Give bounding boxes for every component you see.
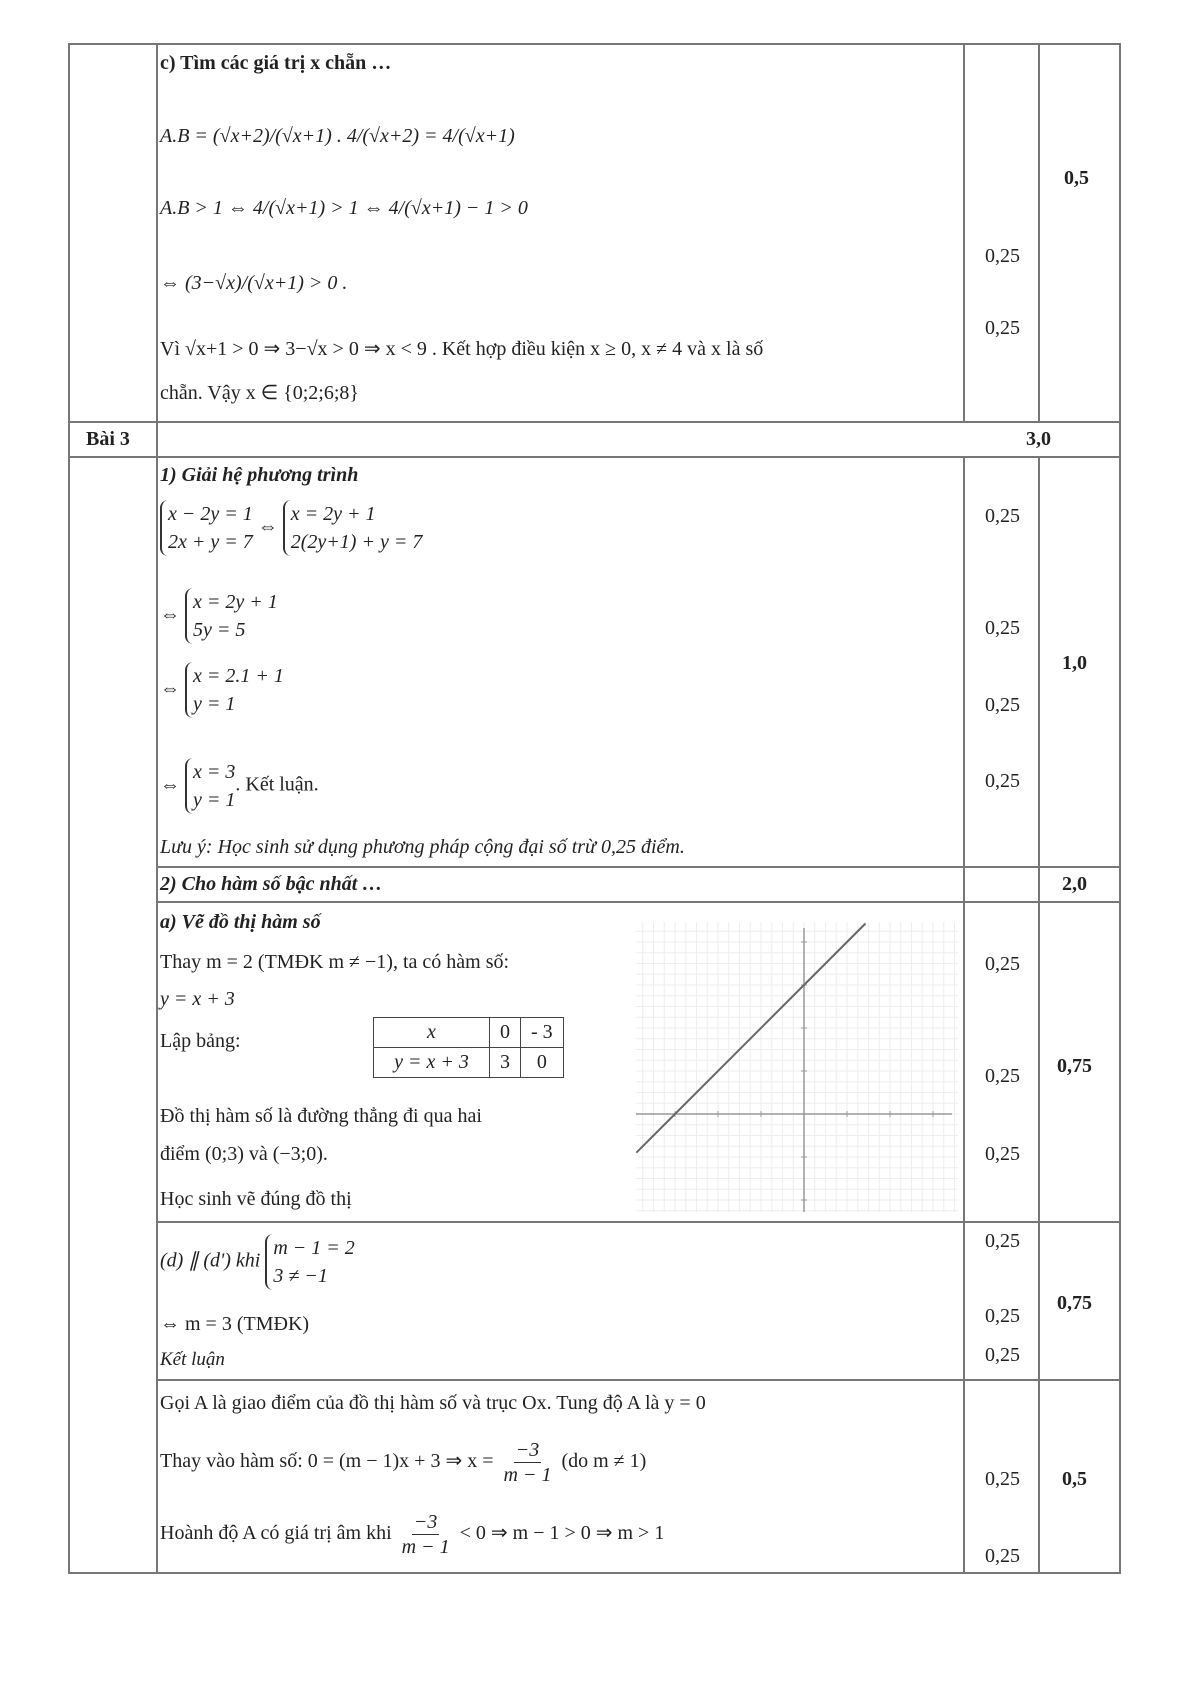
total-score: 2,0	[1062, 873, 1087, 895]
eq: y = 1	[193, 693, 236, 715]
text: Hoành độ A có giá trị âm khi	[160, 1522, 392, 1545]
text: (d) ∥ (d') khi	[160, 1249, 261, 1272]
table-border	[156, 1221, 1121, 1223]
part2a-line4: điểm (0;3) và (−3;0).	[160, 1143, 328, 1165]
score: 0,25	[985, 617, 1020, 639]
part-c-line1: A.B = (√x+2)/(√x+1) . 4/(√x+2) = 4/(√x+1)	[160, 125, 515, 147]
eq: x = 2y + 1	[193, 591, 278, 613]
score: 0,25	[985, 1545, 1020, 1567]
table-cell: y = x + 3	[374, 1048, 490, 1078]
total-score: 0,75	[1057, 1292, 1092, 1314]
table-border	[156, 866, 1121, 868]
table-border	[156, 43, 158, 1574]
table-border	[156, 901, 1121, 903]
part-c-line4: Vì √x+1 > 0 ⇒ 3−√x > 0 ⇒ x < 9 . Kết hợp điều kiện x ≥ 0, x ≠ 4 và x là số	[160, 338, 764, 360]
part2a-line3: Đồ thị hàm số là đường thẳng đi qua hai	[160, 1105, 482, 1127]
table-cell: - 3	[521, 1018, 564, 1048]
part-c-line3: ⇔ (3−√x)/(√x+1) > 0 .	[160, 272, 348, 294]
score: 0,25	[985, 1143, 1020, 1165]
table-border	[1038, 43, 1040, 421]
score: 0,25	[985, 770, 1020, 792]
bai3-total: 3,0	[1026, 428, 1051, 450]
table-border	[963, 43, 965, 421]
eq: 5y = 5	[193, 619, 246, 641]
score: 0,25	[985, 505, 1020, 527]
eq: x = 3	[193, 761, 236, 783]
denominator: m − 1	[401, 1536, 450, 1558]
score: 0,25	[985, 1065, 1020, 1087]
text: (do m ≠ 1)	[561, 1450, 647, 1473]
table-border	[68, 43, 70, 1574]
part2a-heading: a) Vẽ đồ thị hàm số	[160, 911, 321, 933]
eq: x − 2y = 1	[168, 503, 253, 525]
part2-heading: 2) Cho hàm số bậc nhất …	[160, 873, 383, 895]
eq: x = 2.1 + 1	[193, 665, 284, 687]
table-border	[68, 421, 1121, 423]
table-border	[1038, 456, 1040, 1574]
table-cell: 0	[521, 1048, 564, 1078]
total-score: 1,0	[1062, 652, 1087, 674]
part2c-line1: Gọi A là giao điểm của đồ thị hàm số và trục Ox. Tung độ A là y = 0	[160, 1392, 706, 1414]
part1-note: Lưu ý: Học sinh sử dụng phương pháp cộng đại số trừ 0,25 điểm.	[160, 836, 685, 858]
part-c-heading: c) Tìm các giá trị x chẵn …	[160, 52, 392, 74]
bai3-label: Bài 3	[86, 428, 130, 450]
eq: 3 ≠ −1	[273, 1265, 328, 1287]
text: Thay vào hàm số: 0 = (m − 1)x + 3 ⇒ x =	[160, 1450, 494, 1473]
table-border	[1119, 43, 1121, 1574]
part2b-line3: Kết luận	[160, 1349, 225, 1370]
table-cell: 0	[490, 1018, 521, 1048]
table-border	[156, 1379, 1121, 1381]
eq: m − 1 = 2	[273, 1237, 355, 1259]
score: 0,25	[985, 1230, 1020, 1252]
part1-step2: ⇔ x = 2y + 1 5y = 5	[160, 588, 278, 644]
score: 0,25	[985, 1468, 1020, 1490]
score: 0,25	[985, 694, 1020, 716]
part-c-line2: A.B > 1 ⇔ 4/(√x+1) > 1 ⇔ 4/(√x+1) − 1 > 0	[160, 197, 528, 219]
eq: y = 1	[193, 789, 236, 811]
table-border	[963, 456, 965, 1574]
part2c-line2	[160, 1438, 646, 1487]
score: 0,25	[985, 953, 1020, 975]
value-table	[373, 1017, 564, 1078]
part1-step1: x − 2y = 1 2x + y = 7 ⇔ x = 2y + 1 2(2y+1) + y = 7	[160, 500, 422, 556]
score: 0,25	[985, 1305, 1020, 1327]
text: < 0 ⇒ m − 1 > 0 ⇒ m > 1	[459, 1522, 665, 1545]
eq: x = 2y + 1	[290, 503, 376, 525]
part-c-line5: chẵn. Vậy x ∈ {0;2;6;8}	[160, 382, 360, 404]
function-graph	[636, 922, 958, 1212]
table-label: Lập bảng:	[160, 1030, 241, 1052]
score: 0,25	[985, 317, 1020, 339]
numerator: −3	[515, 1439, 540, 1461]
table-cell: 3	[490, 1048, 521, 1078]
conclusion: . Kết luận.	[235, 773, 319, 796]
denominator: m − 1	[503, 1464, 552, 1486]
part2a-line2: y = x + 3	[160, 988, 235, 1010]
score: 0,25	[985, 1344, 1020, 1366]
part1-step4: ⇔ x = 3 y = 1 . Kết luận.	[160, 758, 319, 814]
total-score: 0,5	[1062, 1468, 1087, 1490]
table-cell: x	[374, 1018, 490, 1048]
score: 0,25	[985, 245, 1020, 267]
part2b-line2: ⇔ m = 3 (TMĐK)	[160, 1313, 310, 1335]
part2a-line1: Thay m = 2 (TMĐK m ≠ −1), ta có hàm số:	[160, 951, 510, 973]
numerator: −3	[413, 1511, 438, 1533]
part1-heading: 1) Giải hệ phương trình	[160, 464, 359, 486]
part2c-line3	[160, 1510, 664, 1559]
eq: 2x + y = 7	[168, 531, 253, 553]
eq: 2(2y+1) + y = 7	[290, 531, 423, 553]
part1-step3: ⇔ x = 2.1 + 1 y = 1	[160, 662, 284, 718]
total-score: 0,75	[1057, 1055, 1092, 1077]
part2b-line1	[160, 1234, 355, 1290]
part2a-line5: Học sinh vẽ đúng đồ thị	[160, 1188, 352, 1210]
function-line	[636, 924, 865, 1153]
total-score: 0,5	[1064, 167, 1089, 189]
